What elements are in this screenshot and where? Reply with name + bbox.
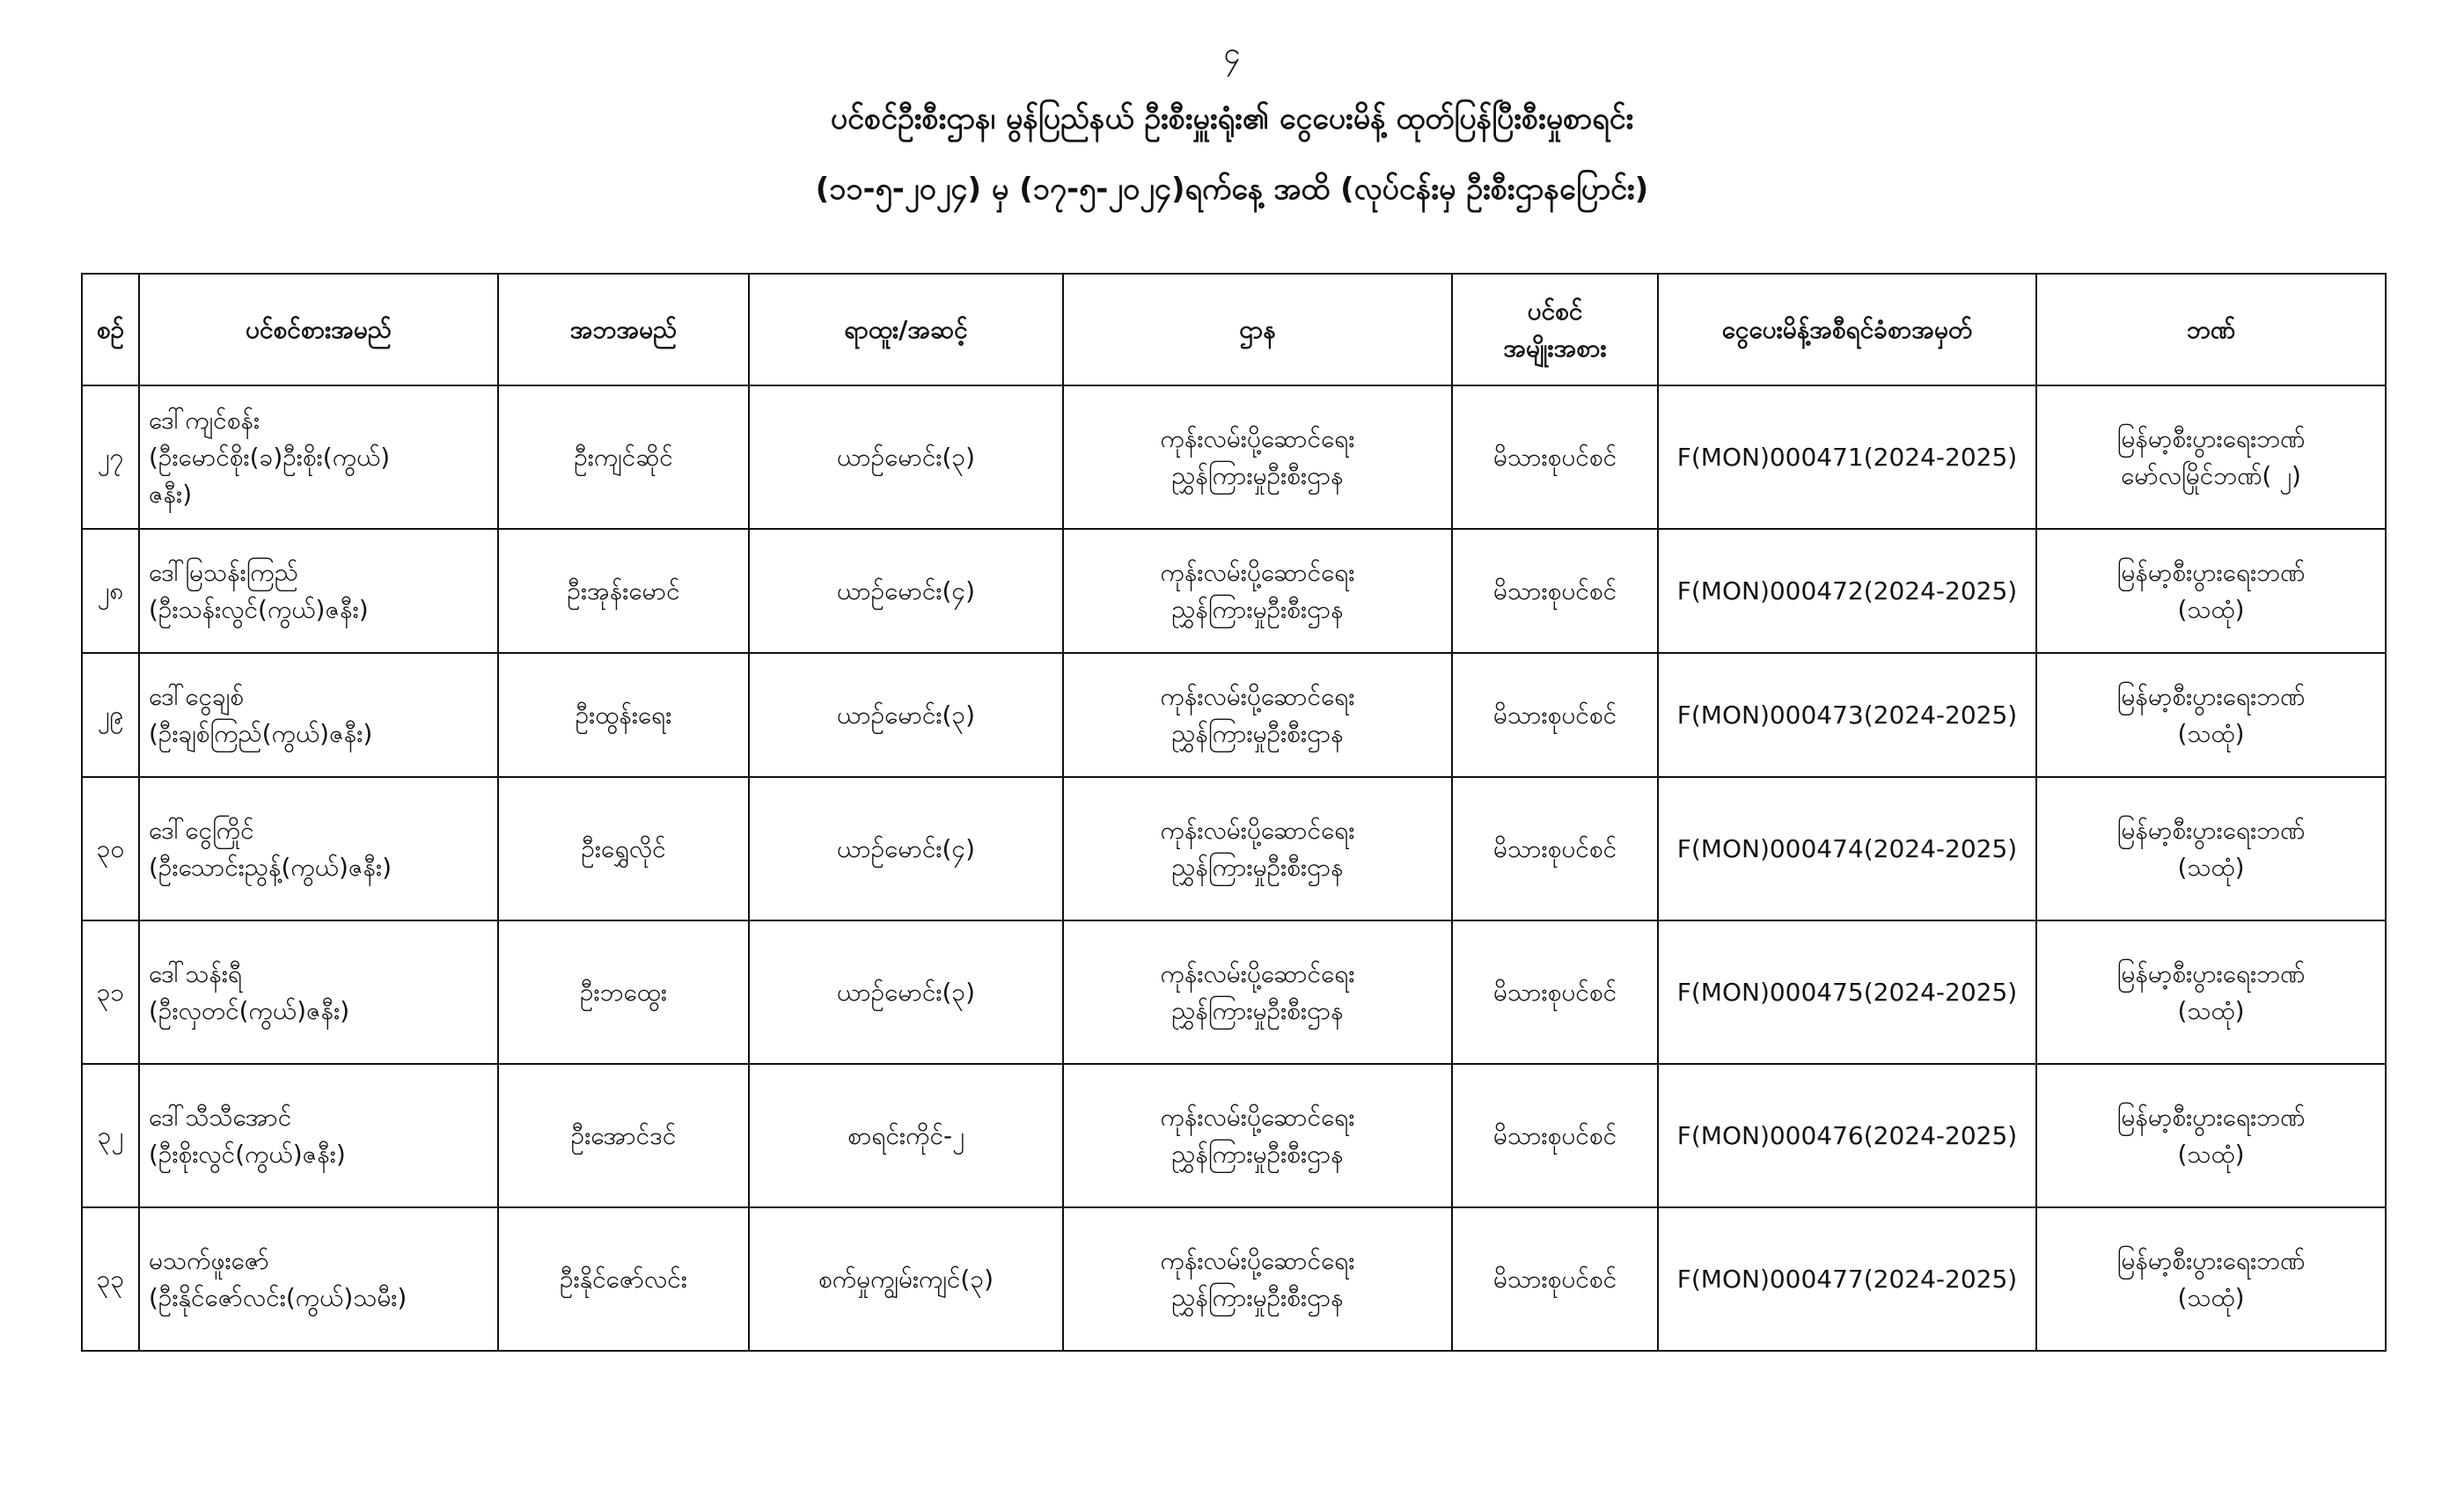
pensioner-relation: (ဦးသောင်းညွန့်(ကွယ်)ဇနီး) <box>149 852 392 882</box>
table-row <box>82 1207 2386 1351</box>
pensioner-name: မသက်ဖူးဇော် <box>149 1245 269 1275</box>
cell-pension-type: မိသားစုပင်စင် <box>1452 529 1658 653</box>
cell-pension-type: မိသားစုပင်စင် <box>1452 777 1658 920</box>
department-line-1: ကုန်းလမ်းပို့ဆောင်ရေး <box>1160 557 1355 587</box>
cell-pension-type: မိသားစုပင်စင် <box>1452 653 1658 777</box>
cell-no: ၃၃ <box>82 1207 139 1351</box>
cell-father: ဦးအုန်းမောင် <box>498 529 749 653</box>
department-line-2: ညွှန်ကြားမှုဦးစီးဌာန <box>1171 460 1344 490</box>
table-header-row <box>82 274 2386 385</box>
col-header-no: စဉ် <box>82 274 139 385</box>
department-line-1: ကုန်းလမ်းပို့ဆောင်ရေး <box>1160 423 1355 453</box>
pensioner-relation: (ဦးလှတင်(ကွယ်)ဇနီး) <box>149 995 350 1025</box>
cell-father: ဦးကျင်ဆိုင် <box>498 385 749 529</box>
department-line-2: ညွှန်ကြားမှုဦးစီးဌာန <box>1171 852 1344 882</box>
department-line-1: ကုန်းလမ်းပို့ဆောင်ရေး <box>1160 815 1355 845</box>
cell-father: ဦးအောင်ဒင် <box>498 1064 749 1207</box>
cell-pensioner <box>139 777 498 920</box>
cell-rank: ယာဉ်မောင်း(၄) <box>749 777 1063 920</box>
department-line-1: ကုန်းလမ်းပို့ဆောင်ရေး <box>1160 1245 1355 1275</box>
pensioner-name: ဒေါ်သီသီအောင် <box>149 1102 292 1132</box>
pensioner-name: ဒေါ်ငွေကြိုင် <box>149 815 254 845</box>
col-header-pension-type <box>1452 274 1658 385</box>
page-number: ၄ <box>1223 36 1241 71</box>
pension-roster-table <box>81 273 2387 1352</box>
cell-pensioner <box>139 385 498 529</box>
cell-bank <box>2036 777 2386 920</box>
cell-department <box>1063 385 1452 529</box>
cell-pension-type: မိသားစုပင်စင် <box>1452 385 1658 529</box>
col-header-bank: ဘဏ် <box>2036 274 2386 385</box>
bank-line-1: မြန်မာ့စီးပွားရေးဘဏ် <box>2116 681 2306 711</box>
cell-department <box>1063 777 1452 920</box>
cell-pension-type: မိသားစုပင်စင် <box>1452 920 1658 1064</box>
bank-line-1: မြန်မာ့စီးပွားရေးဘဏ် <box>2116 557 2306 587</box>
cell-father: ဦးထွန်းရေး <box>498 653 749 777</box>
department-line-2: ညွှန်ကြားမှုဦးစီးဌာန <box>1171 718 1344 748</box>
cell-bank <box>2036 385 2386 529</box>
table-row <box>82 653 2386 777</box>
cell-rank: ယာဉ်မောင်း(၃) <box>749 653 1063 777</box>
cell-no: ၃၁ <box>82 920 139 1064</box>
cell-bank <box>2036 529 2386 653</box>
cell-rank: ယာဉ်မောင်း(၄) <box>749 529 1063 653</box>
col-header-father: အဘအမည် <box>498 274 749 385</box>
cell-rank: ယာဉ်မောင်း(၃) <box>749 385 1063 529</box>
bank-line-1: မြန်မာ့စီးပွားရေးဘဏ် <box>2116 1102 2306 1132</box>
cell-father: ဦးနိုင်ဇော်လင်း <box>498 1207 749 1351</box>
cell-pension-type: မိသားစုပင်စင် <box>1452 1207 1658 1351</box>
table-row <box>82 920 2386 1064</box>
cell-bank <box>2036 1064 2386 1207</box>
cell-order-no: F(MON)000473(2024-2025) <box>1658 653 2036 777</box>
bank-line-2: (သထုံ) <box>2177 1139 2245 1169</box>
cell-no: ၂၇ <box>82 385 139 529</box>
cell-no: ၂၈ <box>82 529 139 653</box>
table-row <box>82 777 2386 920</box>
cell-rank: ယာဉ်မောင်း(၃) <box>749 920 1063 1064</box>
cell-order-no: F(MON)000472(2024-2025) <box>1658 529 2036 653</box>
department-line-1: ကုန်းလမ်းပို့ဆောင်ရေး <box>1160 1102 1355 1132</box>
bank-line-2: (သထုံ) <box>2177 1282 2245 1312</box>
pensioner-relation: (ဦးသန်းလွင်(ကွယ်)ဇနီး) <box>149 594 369 624</box>
col-header-department: ဌာန <box>1063 274 1452 385</box>
document-subtitle: (၁၁-၅-၂၀၂၄) မှ (၁၇-၅-၂၀၂၄)ရက်နေ့ အထိ (လုပ်ငန်းမှ ဦးစီးဌာနပြောင်း) <box>815 172 1649 207</box>
cell-bank <box>2036 653 2386 777</box>
bank-line-1: မြန်မာ့စီးပွားရေးဘဏ် <box>2116 423 2306 453</box>
pensioner-name: ဒေါ်ငွေချစ် <box>149 681 245 711</box>
col-header-order-no: ငွေပေးမိန့်အစီရင်ခံစာအမှတ် <box>1658 274 2036 385</box>
table-row <box>82 385 2386 529</box>
col-header-pension-type-line-2: အမျိုးအစား <box>1503 333 1607 363</box>
cell-order-no: F(MON)000474(2024-2025) <box>1658 777 2036 920</box>
pensioner-name: ဒေါ်ကျင်စန်း <box>149 405 260 435</box>
bank-line-2: (သထုံ) <box>2177 852 2245 882</box>
cell-rank: စာရင်းကိုင်-၂ <box>749 1064 1063 1207</box>
bank-line-1: မြန်မာ့စီးပွားရေးဘဏ် <box>2116 958 2306 988</box>
pensioner-relation: (ဦးချစ်ကြည်(ကွယ်)ဇနီး) <box>149 718 373 748</box>
cell-department <box>1063 529 1452 653</box>
cell-rank: စက်မှုကျွမ်းကျင်(၃) <box>749 1207 1063 1351</box>
cell-order-no: F(MON)000471(2024-2025) <box>1658 385 2036 529</box>
pensioner-relation-cont: ဇနီး) <box>149 479 193 509</box>
col-header-pensioner: ပင်စင်စားအမည် <box>139 274 498 385</box>
cell-bank <box>2036 920 2386 1064</box>
cell-department <box>1063 920 1452 1064</box>
document-title: ပင်စင်ဦးစီးဌာန၊ မွန်ပြည်နယ် ဦးစီးမှူးရုံး၏ ငွေပေးမိန့် ထုတ်ပြန်ပြီးစီးမှုစာရင်း <box>830 101 1634 136</box>
department-line-1: ကုန်းလမ်းပို့ဆောင်ရေး <box>1160 958 1355 988</box>
cell-order-no: F(MON)000476(2024-2025) <box>1658 1064 2036 1207</box>
cell-pensioner <box>139 1064 498 1207</box>
department-line-2: ညွှန်ကြားမှုဦးစီးဌာန <box>1171 1282 1344 1312</box>
col-header-rank: ရာထူး/အဆင့် <box>749 274 1063 385</box>
cell-department <box>1063 653 1452 777</box>
bank-line-2: မော်လမြိုင်ဘဏ်( ၂) <box>2121 460 2301 490</box>
bank-line-2: (သထုံ) <box>2177 594 2245 624</box>
department-line-2: ညွှန်ကြားမှုဦးစီးဌာန <box>1171 995 1344 1025</box>
cell-father: ဦးရွှေလိုင် <box>498 777 749 920</box>
bank-line-2: (သထုံ) <box>2177 718 2245 748</box>
cell-bank <box>2036 1207 2386 1351</box>
table-row <box>82 529 2386 653</box>
cell-pensioner <box>139 920 498 1064</box>
department-line-2: ညွှန်ကြားမှုဦးစီးဌာန <box>1171 1139 1344 1169</box>
cell-pensioner <box>139 1207 498 1351</box>
pensioner-name: ဒေါ်မြသန်းကြည် <box>149 557 298 587</box>
cell-department <box>1063 1064 1452 1207</box>
cell-pensioner <box>139 529 498 653</box>
cell-pensioner <box>139 653 498 777</box>
cell-no: ၃၂ <box>82 1064 139 1207</box>
bank-line-1: မြန်မာ့စီးပွားရေးဘဏ် <box>2116 815 2306 845</box>
cell-no: ၃၀ <box>82 777 139 920</box>
cell-no: ၂၉ <box>82 653 139 777</box>
col-header-pension-type-line-1: ပင်စင် <box>1527 296 1583 326</box>
cell-order-no: F(MON)000475(2024-2025) <box>1658 920 2036 1064</box>
table-row <box>82 1064 2386 1207</box>
department-line-1: ကုန်းလမ်းပို့ဆောင်ရေး <box>1160 681 1355 711</box>
bank-line-2: (သထုံ) <box>2177 995 2245 1025</box>
pensioner-relation: (ဦးနိုင်ဇော်လင်း(ကွယ်)သမီး) <box>149 1282 407 1312</box>
pensioner-name: ဒေါ်သန်းရီ <box>149 958 243 988</box>
bank-line-1: မြန်မာ့စီးပွားရေးဘဏ် <box>2116 1245 2306 1275</box>
cell-pension-type: မိသားစုပင်စင် <box>1452 1064 1658 1207</box>
pensioner-relation: (ဦးမောင်စိုး(ခ)ဦးစိုး(ကွယ်) <box>149 442 391 472</box>
cell-father: ဦးဘထွေး <box>498 920 749 1064</box>
pensioner-relation: (ဦးစိုးလွင်(ကွယ်)ဇနီး) <box>149 1139 346 1169</box>
department-line-2: ညွှန်ကြားမှုဦးစီးဌာန <box>1171 594 1344 624</box>
cell-department <box>1063 1207 1452 1351</box>
cell-order-no: F(MON)000477(2024-2025) <box>1658 1207 2036 1351</box>
